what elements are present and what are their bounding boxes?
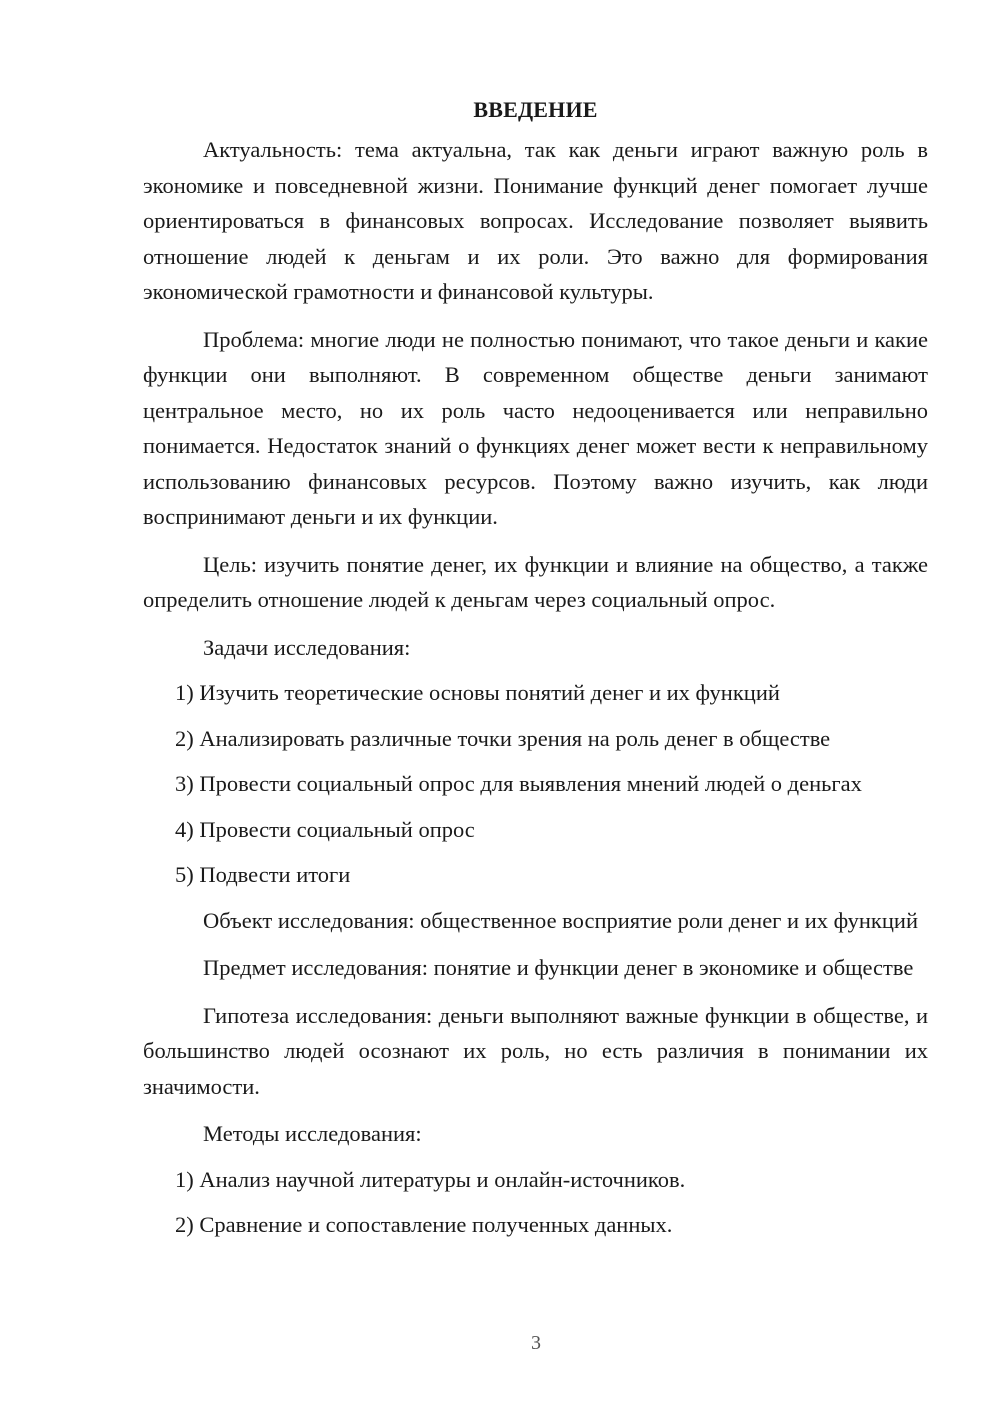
- hypothesis-paragraph: Гипотеза исследования: деньги выполняют важные функции в обществе, и большинство людей осознают их роль, но есть различия в понимании их значимости.: [143, 1002, 928, 1099]
- relevance-paragraph: Актуальность: тема актуальна, так как деньги играют важную роль в экономике и повседневной жизни. Понимание функций денег помогает лучше ориентироваться в финансовых вопросах. Исследование позволяет выявить отношение людей к деньгам и их роли. Это важно для формирования экономической грамотности и финансовой культуры.: [143, 137, 928, 304]
- page-number: 3: [531, 1332, 541, 1354]
- method-item: 1) Анализ научной литературы и онлайн-источников.: [175, 1166, 686, 1192]
- task-item: 1) Изучить теоретические основы понятий денег и их функций: [175, 680, 780, 705]
- document-title: ВВЕДЕНИЕ: [473, 97, 598, 122]
- problem-paragraph: Проблема: многие люди не полностью понимают, что такое деньги и какие функции они выполняют. В современном обществе деньги занимают центральное место, но их роль часто недооценивается или неправильно понимается. Недостаток знаний о функциях денег может вести к неправильному использованию финансовых ресурсов. Поэтому важно изучить, как люди воспринимают деньги и их функции.: [143, 326, 928, 529]
- task-item: 3) Провести социальный опрос для выявления мнений людей о деньгах: [175, 771, 862, 796]
- document-page: [143, 92, 928, 1253]
- goal-paragraph: Цель: изучить понятие денег, их функции и влияние на общество, а также определить отношение людей к деньгам через социальный опрос.: [143, 551, 928, 612]
- tasks-heading: Задачи исследования:: [203, 634, 411, 660]
- method-item: 2) Сравнение и сопоставление полученных данных.: [175, 1212, 673, 1237]
- methods-heading: Методы исследования:: [203, 1121, 422, 1146]
- subject-paragraph: Предмет исследования: понятие и функции денег в экономике и обществе: [203, 955, 914, 980]
- task-item: 4) Провести социальный опрос: [175, 816, 475, 842]
- object-paragraph: Объект исследования: общественное восприятие роли денег и их функций: [203, 907, 918, 933]
- task-item: 5) Подвести итоги: [175, 862, 351, 887]
- tasks-list: [143, 675, 928, 893]
- task-item: 2) Анализировать различные точки зрения на роль денег в обществе: [175, 725, 831, 751]
- methods-list: [143, 1162, 928, 1243]
